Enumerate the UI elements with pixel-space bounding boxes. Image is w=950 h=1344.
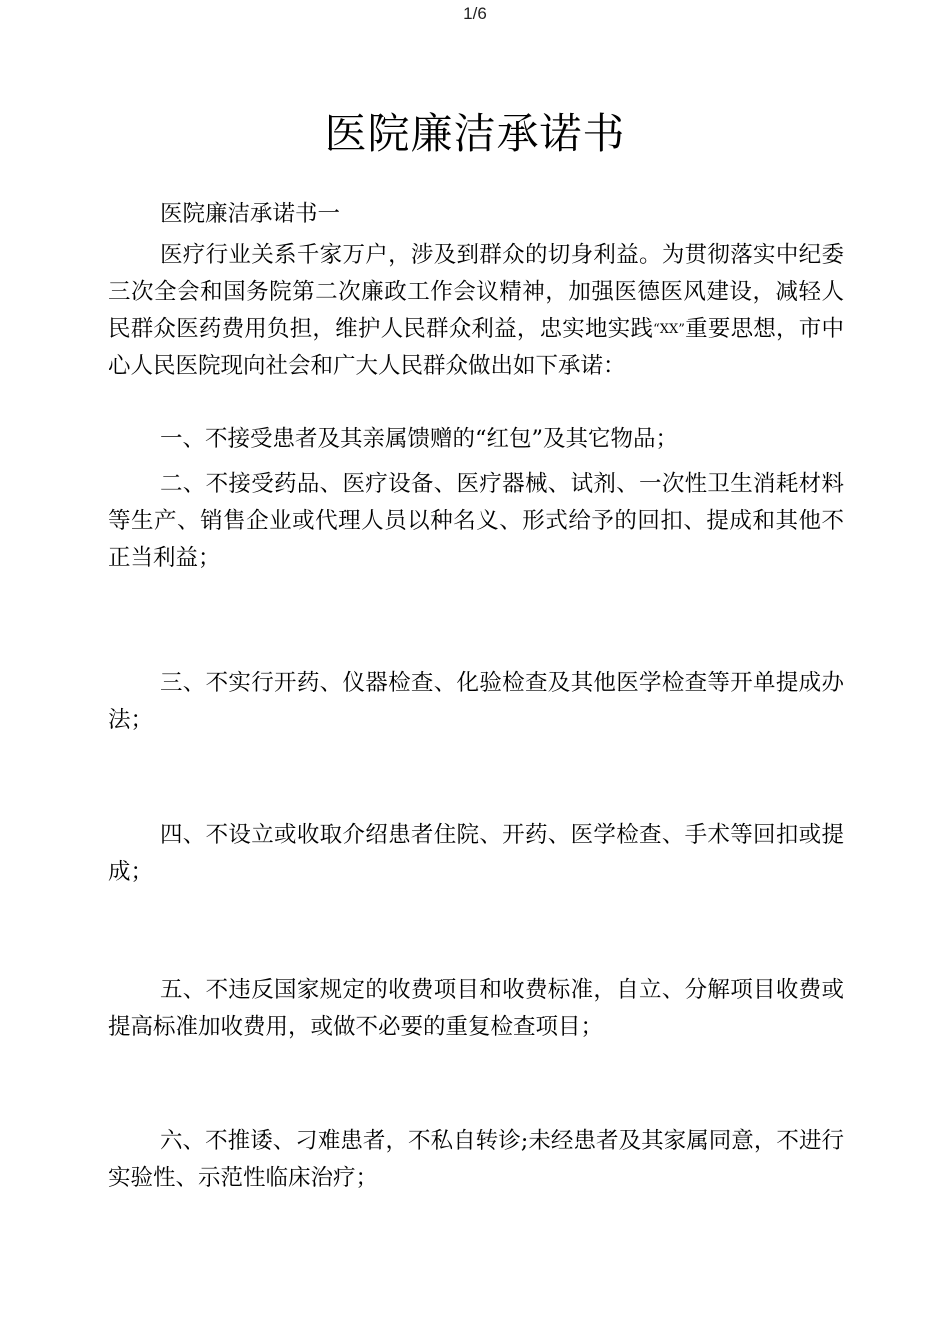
commitment-5: 五、不违反国家规定的收费项目和收费标准，自立、分解项目收费或提高标准加收费用，或做不必要的重复检查项目； — [108, 977, 844, 1040]
commitment-1: 一、不接受患者及其亲属馈赠的“红包”及其它物品； — [160, 426, 679, 452]
document-title: 医院廉洁承诺书 — [324, 109, 626, 158]
intro-paragraph — [108, 237, 844, 385]
commitment-3: 三、不实行开药、仪器检查、化验检查及其他医学检查等开单提成办法； — [108, 670, 844, 733]
intro-quoted-term: “XX” — [653, 322, 685, 337]
intro-text-part-1: 医疗行业关系千家万户，涉及到群众的切身利益。为贯彻落实中纪委三次全会和国务院第二次廉政工作会议精神，加强医德医风建设，减轻人民群众医药费用负担，维护人民群众利益，忠实地实践 — [108, 242, 844, 342]
section-subtitle: 医院廉洁承诺书一 — [160, 201, 341, 227]
commitment-2: 二、不接受药品、医疗设备、医疗器械、试剂、一次性卫生消耗材料等生产、销售企业或代理人员以种名义、形式给予的回扣、提成和其他不正当利益； — [108, 471, 844, 571]
commitment-6: 六、不推诿、刁难患者，不私自转诊;未经患者及其家属同意，不进行实验性、示范性临床治疗； — [108, 1128, 844, 1191]
commitment-4: 四、不设立或收取介绍患者住院、开药、医学检查、手术等回扣或提成； — [108, 822, 844, 885]
intro-text-part-2: 重要思想，市中心人民医院现向社会和广大人民群众做出如下承诺： — [108, 316, 844, 379]
page-number: 1/6 — [463, 4, 487, 23]
